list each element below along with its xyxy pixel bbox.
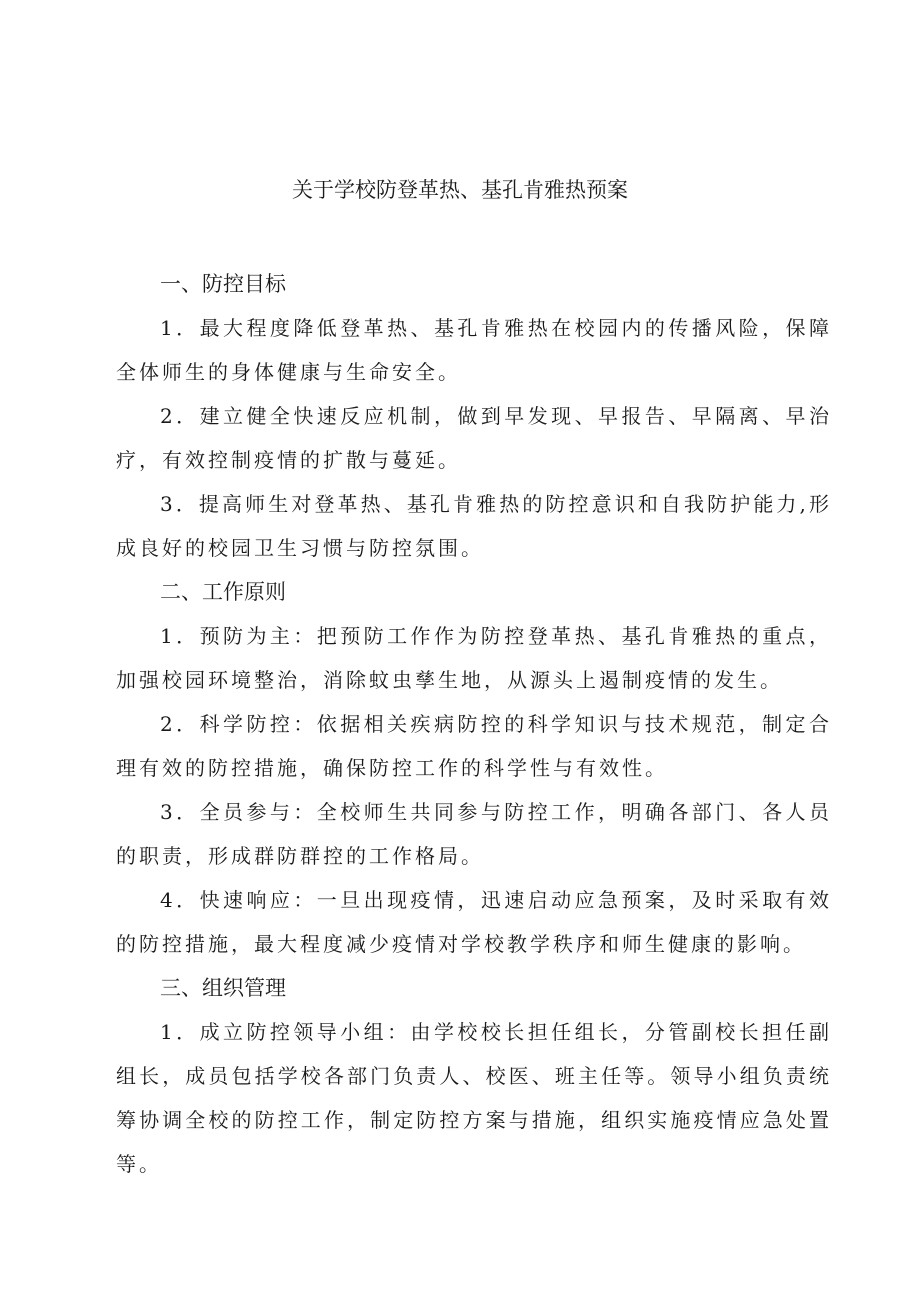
section-work-principles	[116, 570, 832, 966]
section-prevention-goals	[116, 262, 832, 570]
paragraph: 4．快速响应：一旦出现疫情，迅速启动应急预案，及时采取有效的防控措施，最大程度减少疫情对学校教学秩序和师生健康的影响。	[116, 888, 832, 956]
paragraph: 2．建立健全快速反应机制，做到早发现、早报告、早隔离、早治疗，有效控制疫情的扩散与蔓延。	[116, 404, 832, 472]
section-heading: 二、工作原则	[160, 580, 286, 604]
document-body	[116, 262, 832, 1186]
paragraph: 1．预防为主：把预防工作作为防控登革热、基孔肯雅热的重点，加强校园环境整治，消除蚊虫孳生地，从源头上遏制疫情的发生。	[116, 624, 832, 692]
paragraph: 1．最大程度降低登革热、基孔肯雅热在校园内的传播风险，保障全体师生的身体健康与生命安全。	[116, 316, 832, 384]
paragraph: 3．提高师生对登革热、基孔肯雅热的防控意识和自我防护能力,形成良好的校园卫生习惯与防控氛围。	[116, 492, 832, 560]
paragraph: 3．全员参与：全校师生共同参与防控工作，明确各部门、各人员的职责，形成群防群控的工作格局。	[116, 800, 832, 868]
section-organization-management	[116, 966, 832, 1186]
document-title: 关于学校防登革热、基孔肯雅热预案	[292, 178, 628, 202]
section-heading: 三、组织管理	[160, 976, 286, 1000]
paragraph: 1．成立防控领导小组：由学校校长担任组长，分管副校长担任副组长，成员包括学校各部门负责人、校医、班主任等。领导小组负责统筹协调全校的防控工作，制定防控方案与措施，组织实施疫情应急处置等。	[116, 1020, 832, 1176]
paragraph: 2．科学防控：依据相关疾病防控的科学知识与技术规范，制定合理有效的防控措施，确保防控工作的科学性与有效性。	[116, 712, 832, 780]
section-heading: 一、防控目标	[160, 272, 286, 296]
